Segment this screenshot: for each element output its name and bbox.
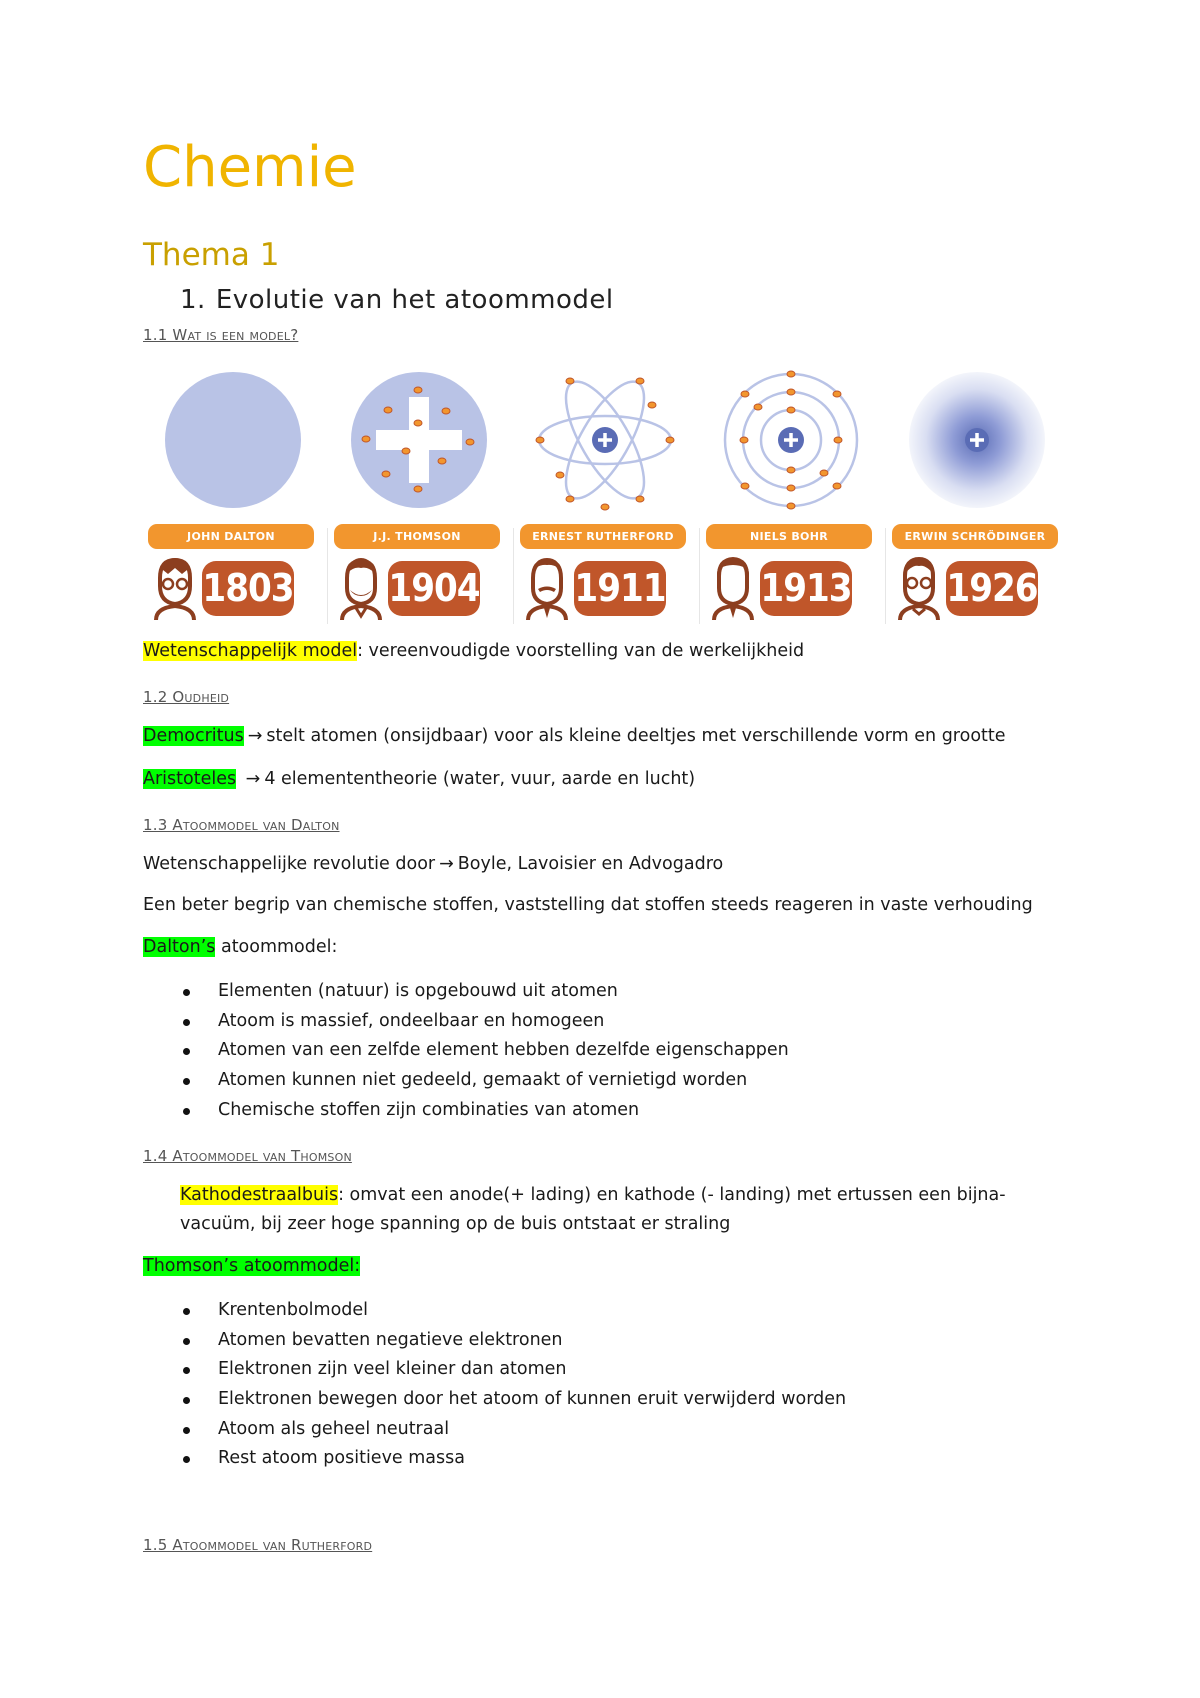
electron-cloud-icon bbox=[904, 367, 1050, 513]
year-badge: 1911 bbox=[574, 561, 666, 616]
thomson-model-heading bbox=[143, 1256, 360, 1276]
dalton-model-label: atoommodel: bbox=[215, 937, 338, 957]
atom-model-timeline bbox=[140, 360, 1060, 630]
scientist-portrait-icon bbox=[152, 556, 198, 620]
scientist-portrait-icon bbox=[896, 556, 942, 620]
section-heading bbox=[180, 287, 614, 313]
definition-line bbox=[143, 641, 804, 661]
arrow-right-icon: → bbox=[439, 854, 454, 874]
revolution-text: Wetenschappelijke revolutie door bbox=[143, 854, 436, 874]
scientist-portrait-icon bbox=[710, 556, 756, 620]
list-item: Atomen van een zelfde element hebben dezelfde eigenschappen bbox=[143, 1036, 789, 1066]
list-item: Elektronen bewegen door het atoom of kunnen eruit verwijderd worden bbox=[143, 1385, 846, 1415]
highlighted-term: Aristoteles bbox=[143, 769, 237, 789]
list-item: Chemische stoffen zijn combinaties van atomen bbox=[143, 1096, 789, 1126]
model-thomson bbox=[326, 360, 512, 630]
definition-text: : vereenvoudigde voorstelling van de werkelijkheid bbox=[357, 641, 805, 661]
subsection-heading-1-2: 1.2 Oudheid bbox=[143, 688, 230, 706]
list-item: Atoom als geheel neutraal bbox=[143, 1415, 846, 1445]
list-item: Elektronen zijn veel kleiner dan atomen bbox=[143, 1355, 846, 1385]
year-badge: 1926 bbox=[946, 561, 1038, 616]
subsection-heading-1-3: 1.3 Atoommodel van Dalton bbox=[143, 816, 340, 834]
thomson-bullet-list bbox=[143, 1296, 846, 1474]
chapter-heading: Thema 1 bbox=[143, 237, 280, 273]
scientist-portrait-icon bbox=[524, 556, 570, 620]
subsection-heading-1-1: 1.1 Wat is een model? bbox=[143, 326, 299, 344]
dalton-model-heading bbox=[143, 937, 337, 957]
year-badge: 1803 bbox=[202, 561, 294, 616]
scientist-name: ERWIN SCHRÖDINGER bbox=[892, 524, 1058, 549]
kathode-text: : omvat een anode(+ lading) en kathode (- landing) met ertussen een bijna-vacuüm, bij zeer hoge spanning op de buis ontstaat er straling bbox=[180, 1185, 1006, 1234]
scientist-name: ERNEST RUTHERFORD bbox=[520, 524, 686, 549]
highlighted-term: Dalton’s bbox=[143, 937, 216, 957]
better-understanding-line: Een beter begrip van chemische stoffen, vaststelling dat stoffen steeds reageren in vaste verhouding bbox=[143, 895, 1033, 915]
plum-pudding-icon bbox=[346, 367, 492, 513]
list-item: Elementen (natuur) is opgebouwd uit atomen bbox=[143, 977, 789, 1007]
scientist-name: JOHN DALTON bbox=[148, 524, 314, 549]
year-badge: 1904 bbox=[388, 561, 480, 616]
highlighted-term: Wetenschappelijk model bbox=[143, 641, 358, 661]
subsection-heading-1-4: 1.4 Atoommodel van Thomson bbox=[143, 1147, 352, 1165]
revolution-line bbox=[143, 854, 723, 874]
dalton-bullet-list bbox=[143, 977, 789, 1125]
subsection-heading-1-5: 1.5 Atoommodel van Rutherford bbox=[143, 1536, 373, 1554]
year-badge: 1913 bbox=[760, 561, 852, 616]
section-title: Evolutie van het atoommodel bbox=[215, 285, 614, 315]
list-item: Atomen kunnen niet gedeeld, gemaakt of vernietigd worden bbox=[143, 1066, 789, 1096]
democritus-text: stelt atomen (onsijdbaar) voor als kleine deeltjes met verschillende vorm en grootte bbox=[266, 726, 1006, 746]
list-item: Krentenbolmodel bbox=[143, 1296, 846, 1326]
arrow-right-icon: → bbox=[245, 769, 261, 789]
democritus-line bbox=[143, 726, 1006, 746]
aristoteles-line bbox=[143, 769, 695, 789]
model-bohr bbox=[698, 360, 884, 630]
shell-atom-icon bbox=[718, 367, 864, 513]
model-dalton bbox=[140, 360, 326, 630]
solid-sphere-icon bbox=[160, 367, 306, 513]
scientist-name: NIELS BOHR bbox=[706, 524, 872, 549]
section-number: 1. bbox=[180, 285, 206, 315]
aristoteles-text: 4 elemententheorie (water, vuur, aarde en lucht) bbox=[264, 769, 696, 789]
scientist-portrait-icon bbox=[338, 556, 384, 620]
highlighted-term: Thomson’s atoommodel: bbox=[143, 1256, 361, 1276]
list-item: Atoom is massief, ondeelbaar en homogeen bbox=[143, 1007, 789, 1037]
list-item: Rest atoom positieve massa bbox=[143, 1444, 846, 1474]
highlighted-term: Democritus bbox=[143, 726, 244, 746]
model-rutherford bbox=[512, 360, 698, 630]
orbital-atom-icon bbox=[532, 367, 678, 513]
model-schrodinger bbox=[884, 360, 1070, 630]
scientist-name: J.J. THOMSON bbox=[334, 524, 500, 549]
document-title: Chemie bbox=[143, 135, 357, 200]
kathode-paragraph bbox=[180, 1181, 1060, 1239]
list-item: Atomen bevatten negatieve elektronen bbox=[143, 1326, 846, 1356]
revolution-names: Boyle, Lavoisier en Advogadro bbox=[457, 854, 724, 874]
highlighted-term: Kathodestraalbuis bbox=[180, 1185, 339, 1205]
arrow-right-icon: → bbox=[247, 726, 263, 746]
